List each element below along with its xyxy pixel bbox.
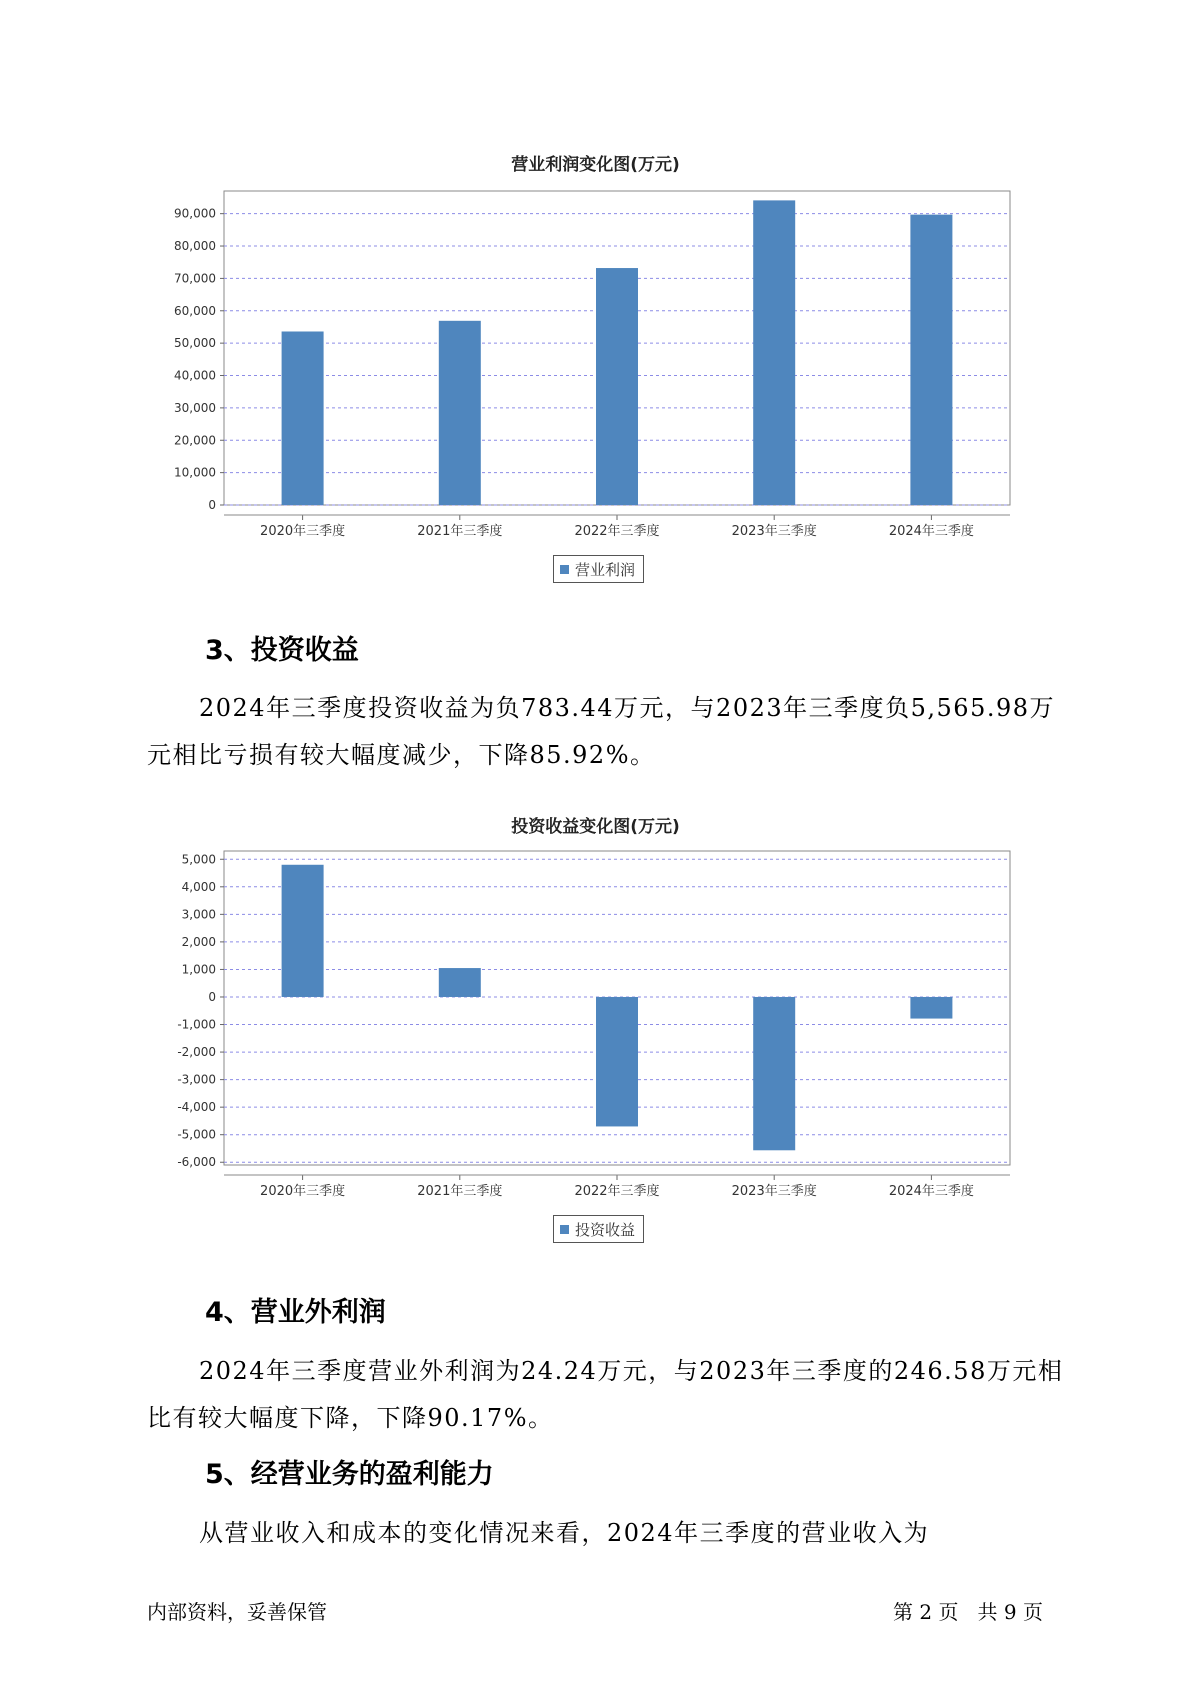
x-tick-label: 2022年三季度	[574, 1184, 660, 1199]
bar-5	[910, 997, 952, 1019]
y-tick-label: 60,000	[174, 303, 216, 318]
investment-income-chart	[0, 845, 1191, 1199]
operating-profit-legend	[553, 555, 644, 583]
bar-3	[596, 997, 638, 1126]
section-3-paragraph: 2024年三季度投资收益为负783.44万元，与2023年三季度负5,565.98万元相比亏损有较大幅度减少，下降85.92%。	[147, 694, 1056, 769]
y-tick-label: 40,000	[174, 368, 216, 383]
section-4-paragraph: 2024年三季度营业外利润为24.24万元，与2023年三季度的246.58万元相比有较大幅度下降，下降90.17%。	[147, 1357, 1064, 1432]
x-tick-label: 2024年三季度	[888, 524, 974, 539]
x-tick-label: 2023年三季度	[731, 1184, 817, 1199]
legend-swatch	[560, 565, 569, 574]
y-tick-label: -6,000	[177, 1155, 216, 1170]
bar-1	[282, 331, 324, 505]
footer-page-number: 第 2 页 共 9 页	[893, 1600, 1043, 1624]
y-tick-label: 70,000	[174, 271, 216, 286]
footer-confidential-note: 内部资料，妥善保管	[147, 1600, 327, 1624]
y-tick-label: -1,000	[177, 1017, 216, 1032]
bar-2	[439, 321, 481, 505]
bar-3	[596, 268, 638, 505]
y-tick-label: -3,000	[177, 1072, 216, 1087]
bar-4	[753, 200, 795, 505]
y-tick-label: 3,000	[181, 907, 216, 922]
x-tick-label: 2023年三季度	[731, 524, 817, 539]
y-tick-label: 2,000	[181, 934, 216, 949]
bar-2	[439, 968, 481, 997]
y-tick-label: 80,000	[174, 239, 216, 254]
y-tick-label: -2,000	[177, 1045, 216, 1060]
y-tick-label: 30,000	[174, 400, 216, 415]
y-tick-label: 0	[208, 989, 216, 1004]
bar-5	[910, 215, 952, 505]
bar-1	[282, 865, 324, 997]
y-tick-label: 90,000	[174, 206, 216, 221]
y-tick-label: 5,000	[181, 852, 216, 867]
y-tick-label: 10,000	[174, 465, 216, 480]
section-5-heading: 5、经营业务的盈利能力	[205, 1459, 494, 1490]
section-5-paragraph: 从营业收入和成本的变化情况来看，2024年三季度的营业收入为	[199, 1519, 930, 1547]
legend-swatch	[560, 1225, 569, 1234]
section-4-heading: 4、营业外利润	[205, 1297, 386, 1328]
x-tick-label: 2020年三季度	[260, 524, 346, 539]
operating-profit-chart-title: 营业利润变化图(万元)	[511, 155, 680, 175]
legend-label: 营业利润	[575, 560, 636, 579]
y-tick-label: 4,000	[181, 879, 216, 894]
bar-4	[753, 997, 795, 1150]
x-tick-label: 2021年三季度	[417, 524, 503, 539]
y-tick-label: 50,000	[174, 336, 216, 351]
x-tick-label: 2022年三季度	[574, 524, 660, 539]
x-tick-label: 2020年三季度	[260, 1184, 346, 1199]
investment-income-chart-title: 投资收益变化图(万元)	[511, 817, 680, 837]
x-tick-label: 2024年三季度	[888, 1184, 974, 1199]
legend-label: 投资收益	[575, 1220, 636, 1239]
y-tick-label: -5,000	[177, 1127, 216, 1142]
y-tick-label: 0	[208, 498, 216, 512]
investment-income-legend	[553, 1215, 644, 1243]
y-tick-label: -4,000	[177, 1100, 216, 1115]
section-3-heading: 3、投资收益	[205, 635, 359, 666]
x-tick-label: 2021年三季度	[417, 1184, 503, 1199]
operating-profit-chart	[0, 185, 1191, 539]
y-tick-label: 20,000	[174, 433, 216, 448]
y-tick-label: 1,000	[181, 962, 216, 977]
